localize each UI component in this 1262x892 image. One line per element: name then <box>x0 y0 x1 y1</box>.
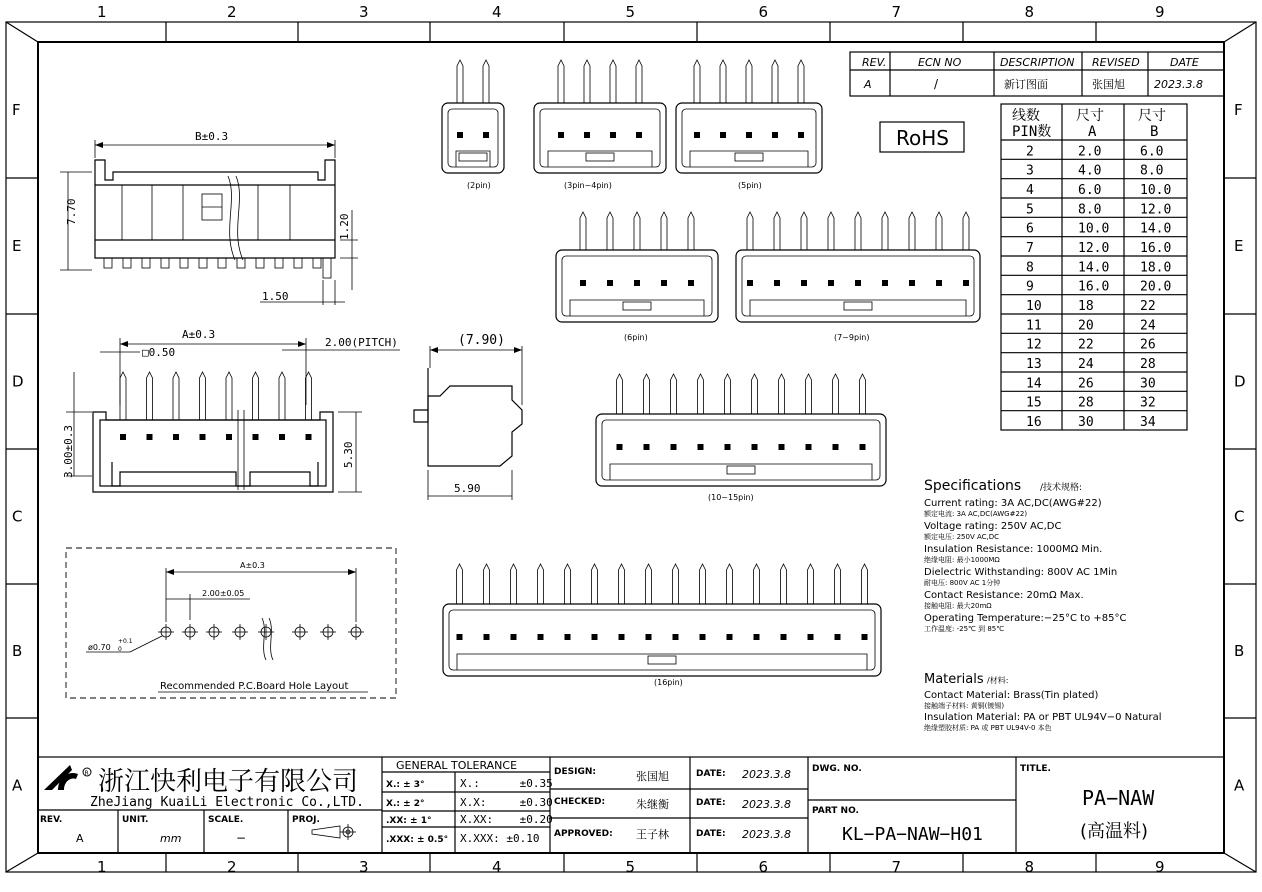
variant-3-4pin <box>534 60 666 173</box>
pin-table-cell: 24 <box>1140 318 1156 334</box>
pin-table-cell: 4 <box>1026 183 1034 198</box>
dim-a: A±0.3 <box>182 328 216 341</box>
spec-item: Current rating: 3A AC,DC(AWG#22) <box>924 498 1102 509</box>
zone-column-label: 2 <box>227 3 237 21</box>
pin-table-cell: 7 <box>1026 241 1034 256</box>
description-header: DESCRIPTION <box>1000 56 1075 69</box>
pin-table-cell: 16 <box>1026 415 1042 430</box>
zone-column-label: 9 <box>1155 3 1165 21</box>
pin-table-cell: 26 <box>1140 337 1156 353</box>
tol-angle-1: X.: ± 3° <box>386 780 425 790</box>
date-label-1: DATE: <box>696 769 726 779</box>
date-label-2: DATE: <box>696 798 726 808</box>
design-label: DESIGN: <box>554 767 596 777</box>
pin-table-cell: 2 <box>1026 144 1034 160</box>
zone-column-label: 6 <box>758 3 769 21</box>
zone-column-label: 8 <box>1024 858 1035 876</box>
variant-label-10-15pin: (10~15pin) <box>708 493 754 502</box>
variant-6pin <box>556 212 718 322</box>
part-no-label: PART NO. <box>812 806 859 816</box>
pin-table-cell: 34 <box>1140 415 1156 430</box>
pin-table-h2-b: B <box>1150 124 1159 140</box>
zone-column-label: 4 <box>492 858 502 876</box>
rohs-label: RoHS <box>896 126 949 150</box>
rohs-mark <box>880 122 964 152</box>
dim-790: (7.90) <box>458 333 505 348</box>
pin-table-h2-count: PIN数 <box>1012 124 1052 140</box>
specifications-block <box>924 478 1162 732</box>
pin-table-cell: 5 <box>1026 202 1034 218</box>
pin-table-cell: 4.0 <box>1078 163 1102 179</box>
spec-title: Specifications <box>924 478 1022 494</box>
material-item-cn: 接触端子材料: 黄铜(镀锡) <box>924 702 1005 710</box>
variant-label-2pin: (2pin) <box>467 181 491 190</box>
zone-row-label: C <box>1234 507 1245 526</box>
material-item-cn: 绝缘塑胶材质: PA 或 PBT UL94V-0 本色 <box>924 724 1052 732</box>
dim-150: 1.50 <box>262 290 289 303</box>
scale-label: SCALE. <box>208 815 244 825</box>
variant-10-15pin <box>596 374 886 486</box>
pin-table-h1-a: 尺寸 <box>1076 108 1104 124</box>
dim-770: 7.70 <box>65 198 78 225</box>
zone-row-label: F <box>12 101 21 119</box>
date-value-2: 2023.3.8 <box>742 798 791 811</box>
pin-table-cell: 24 <box>1078 357 1094 372</box>
front-view-drawing <box>62 328 400 492</box>
projection-symbol-icon <box>312 824 356 840</box>
description-value: 新订图面 <box>1004 78 1048 91</box>
part-no-value: KL−PA−NAW−H01 <box>842 824 983 845</box>
profile-view-drawing <box>414 333 522 500</box>
pcb-caption: Recommended P.C.Board Hole Layout <box>160 681 349 692</box>
dim-pitch: 2.00(PITCH) <box>325 336 398 349</box>
tol-angle-3: .XX: ± 1° <box>386 816 432 826</box>
pcb-hole-diameter: ø0.70 <box>88 643 111 652</box>
variant-label-3-4pin: (3pin~4pin) <box>564 181 612 190</box>
pin-table-cell: 10 <box>1026 299 1042 314</box>
tol-angle-4: .XXX: ± 0.5° <box>386 835 449 845</box>
variant-7-9pin <box>736 212 980 322</box>
pin-table-cell: 12.0 <box>1078 241 1110 256</box>
side-view-drawing <box>60 130 358 305</box>
pin-table-cell: 30 <box>1140 376 1156 392</box>
zone-row-label: D <box>12 372 24 391</box>
variant-label-5pin: (5pin) <box>738 181 762 190</box>
checked-value: 朱继衡 <box>636 798 669 811</box>
pin-table-cell: 32 <box>1140 395 1156 411</box>
approved-value: 王子林 <box>636 828 669 841</box>
pin-table-cell: 22 <box>1140 299 1156 314</box>
date-value-3: 2023.3.8 <box>742 828 791 841</box>
revised-header: REVISED <box>1092 56 1140 69</box>
date-value: 2023.3.8 <box>1154 78 1203 91</box>
dim-530: 5.30 <box>342 441 355 468</box>
checked-label: CHECKED: <box>554 797 606 807</box>
zone-column-label: 4 <box>492 3 502 21</box>
drawing-subtitle: (高温料) <box>1080 821 1149 842</box>
pcb-hole-tol-upper: +0.1 <box>118 638 133 645</box>
zone-column-label: 1 <box>97 858 107 876</box>
dim-590: 5.90 <box>454 482 481 495</box>
design-value: 张国旭 <box>636 770 669 783</box>
variant-16pin <box>443 564 881 676</box>
zone-row-label: E <box>12 237 22 255</box>
title-label: TITLE. <box>1020 764 1051 774</box>
zone-row-label: A <box>1234 776 1245 795</box>
zone-column-label: 9 <box>1155 858 1165 876</box>
zone-row-label: B <box>1234 642 1245 660</box>
zone-column-label: 3 <box>359 3 369 21</box>
pin-table-cell: 6 <box>1026 221 1034 237</box>
ecn-header: ECN NO <box>918 56 962 69</box>
zone-column-label: 7 <box>891 3 902 21</box>
pin-table-cell: 16.0 <box>1140 241 1172 256</box>
pin-table-cell: 6.0 <box>1140 144 1164 160</box>
spec-item-cn: 工作温度: -25℃ 到 85℃ <box>924 625 1005 633</box>
zone-column-label: 3 <box>359 858 369 876</box>
materials-title-cn: /材料: <box>987 676 1009 685</box>
rev-header: REV. <box>862 56 887 69</box>
pin-table-cell: 12.0 <box>1140 202 1172 218</box>
zone-row-label: F <box>1234 101 1243 119</box>
drawing-title: PA−NAW <box>1082 786 1155 810</box>
revision-table <box>850 52 1224 96</box>
pin-table-h1-b: 尺寸 <box>1138 108 1166 124</box>
pin-table-cell: 14.0 <box>1140 221 1172 237</box>
title-block <box>38 757 1224 853</box>
spec-item: Insulation Resistance: 1000MΩ Min. <box>924 544 1103 555</box>
pin-table-cell: 10.0 <box>1140 183 1172 198</box>
dim-b: B±0.3 <box>195 130 229 143</box>
dim-sq050: □0.50 <box>142 346 176 359</box>
date-value-1: 2023.3.8 <box>742 768 791 781</box>
company-name-cn: 浙江快利电子有限公司 <box>98 767 359 797</box>
pin-table-h2-a: A <box>1088 124 1097 140</box>
pin-table-cell: 16.0 <box>1078 279 1110 295</box>
zone-column-label: 8 <box>1024 3 1035 21</box>
dim-120: 1.20 <box>338 213 351 240</box>
spec-item-cn: 额定电流: 3A AC,DC(AWG#22) <box>924 510 1028 518</box>
pin-table-cell: 6.0 <box>1078 183 1102 198</box>
zone-row-label: C <box>12 507 23 526</box>
pin-table-cell: 22 <box>1078 337 1094 353</box>
pin-table-h1-count: 线数 <box>1012 108 1040 124</box>
rev-label: REV. <box>40 815 63 825</box>
spec-title-cn: /技术规格: <box>1040 483 1083 493</box>
pin-table-cell: 12 <box>1026 337 1042 353</box>
pin-table-cell: 18 <box>1078 299 1094 314</box>
company-name-en: ZheJiang KuaiLi Electronic Co.,LTD. <box>90 795 364 810</box>
zone-row-label: A <box>12 776 23 795</box>
scale-value: − <box>236 831 247 845</box>
spec-item: Dielectric Withstanding: 800V AC 1Min <box>924 567 1118 578</box>
pin-table-cell: 2.0 <box>1078 144 1102 160</box>
pin-table-cell: 9 <box>1026 279 1034 295</box>
spec-item: Voltage rating: 250V AC,DC <box>924 521 1062 532</box>
pin-table-cell: 20.0 <box>1140 279 1172 295</box>
rev-value: A <box>76 832 84 845</box>
tol-linear-1: X.: ±0.35 <box>460 777 553 790</box>
dim-300: 3.00±0.3 <box>62 425 75 478</box>
pin-table-cell: 15 <box>1026 395 1042 411</box>
tol-linear-2: X.X: ±0.30 <box>460 796 553 809</box>
pcb-hole-tol-lower: 0 <box>118 646 122 653</box>
variant-label-7-9pin: (7~9pin) <box>834 333 870 342</box>
variant-label-6pin: (6pin) <box>624 333 648 342</box>
zone-column-label: 5 <box>625 858 636 876</box>
pin-table-cell: 8.0 <box>1140 163 1164 179</box>
pin-table-cell: 8.0 <box>1078 202 1102 218</box>
spec-item: Operating Temperature:−25°C to +85°C <box>924 613 1127 624</box>
pcb-dim-pitch: 2.00±0.05 <box>202 589 245 598</box>
zone-row-label: B <box>12 642 23 660</box>
ecn-value: / <box>934 77 939 91</box>
variant-5pin <box>676 60 822 173</box>
tolerance-title: GENERAL TOLERANCE <box>396 759 518 772</box>
spec-item-cn: 绝缘电阻: 最小1000MΩ <box>924 556 1000 564</box>
zone-column-label: 6 <box>758 858 769 876</box>
pin-dimension-table <box>1001 104 1187 430</box>
tol-linear-4: X.XXX: ±0.10 <box>460 832 540 845</box>
tol-linear-3: X.XX: ±0.20 <box>460 813 553 826</box>
pin-table-cell: 28 <box>1078 395 1094 411</box>
pin-table-cell: 20 <box>1078 318 1094 334</box>
rev-value: A <box>864 78 872 91</box>
dwg-no-label: DWG. NO. <box>812 764 862 774</box>
zone-column-label: 7 <box>891 858 902 876</box>
spec-item: Contact Resistance: 20mΩ Max. <box>924 590 1084 601</box>
outer-border <box>6 22 1256 872</box>
variant-2pin <box>442 60 504 173</box>
unit-label: UNIT. <box>122 815 149 825</box>
tol-angle-2: X.: ± 2° <box>386 799 425 809</box>
zone-row-label: E <box>1234 237 1244 255</box>
proj-label: PROJ. <box>292 815 320 825</box>
spec-item-cn: 耐电压: 800V AC 1分钟 <box>924 579 1001 587</box>
pin-table-cell: 30 <box>1078 415 1094 430</box>
unit-value: mm <box>160 832 182 845</box>
revised-value: 张国旭 <box>1092 78 1125 91</box>
pin-table-cell: 28 <box>1140 357 1156 372</box>
approved-label: APPROVED: <box>554 829 613 839</box>
pcb-dim-a: A±0.3 <box>240 561 265 570</box>
date-label-3: DATE: <box>696 829 726 839</box>
material-item: Insulation Material: PA or PBT UL94V−0 Natural <box>924 712 1162 723</box>
date-header: DATE <box>1170 56 1199 69</box>
zone-column-label: 5 <box>625 3 636 21</box>
svg-text:R: R <box>84 770 89 777</box>
pin-table-cell: 18.0 <box>1140 260 1172 276</box>
pin-table-cell: 11 <box>1026 318 1042 334</box>
company-logo <box>44 765 91 790</box>
pin-table-cell: 3 <box>1026 163 1034 179</box>
zone-column-label: 2 <box>227 858 237 876</box>
pin-table-cell: 14 <box>1026 376 1042 392</box>
spec-item-cn: 额定电压: 250V AC,DC <box>924 533 1000 541</box>
pin-table-cell: 10.0 <box>1078 221 1110 237</box>
pin-table-cell: 8 <box>1026 260 1034 276</box>
pin-table-cell: 14.0 <box>1078 260 1110 276</box>
pin-table-cell: 13 <box>1026 357 1042 372</box>
materials-title: Materials <box>924 672 984 687</box>
zone-column-label: 1 <box>97 3 107 21</box>
material-item: Contact Material: Brass(Tin plated) <box>924 690 1099 701</box>
zone-row-label: D <box>1234 372 1246 391</box>
pcb-hole-layout <box>66 548 396 698</box>
spec-item-cn: 接触电阻: 最大20mΩ <box>924 602 992 610</box>
variant-label-16pin: (16pin) <box>654 678 683 687</box>
pin-table-cell: 26 <box>1078 376 1094 392</box>
